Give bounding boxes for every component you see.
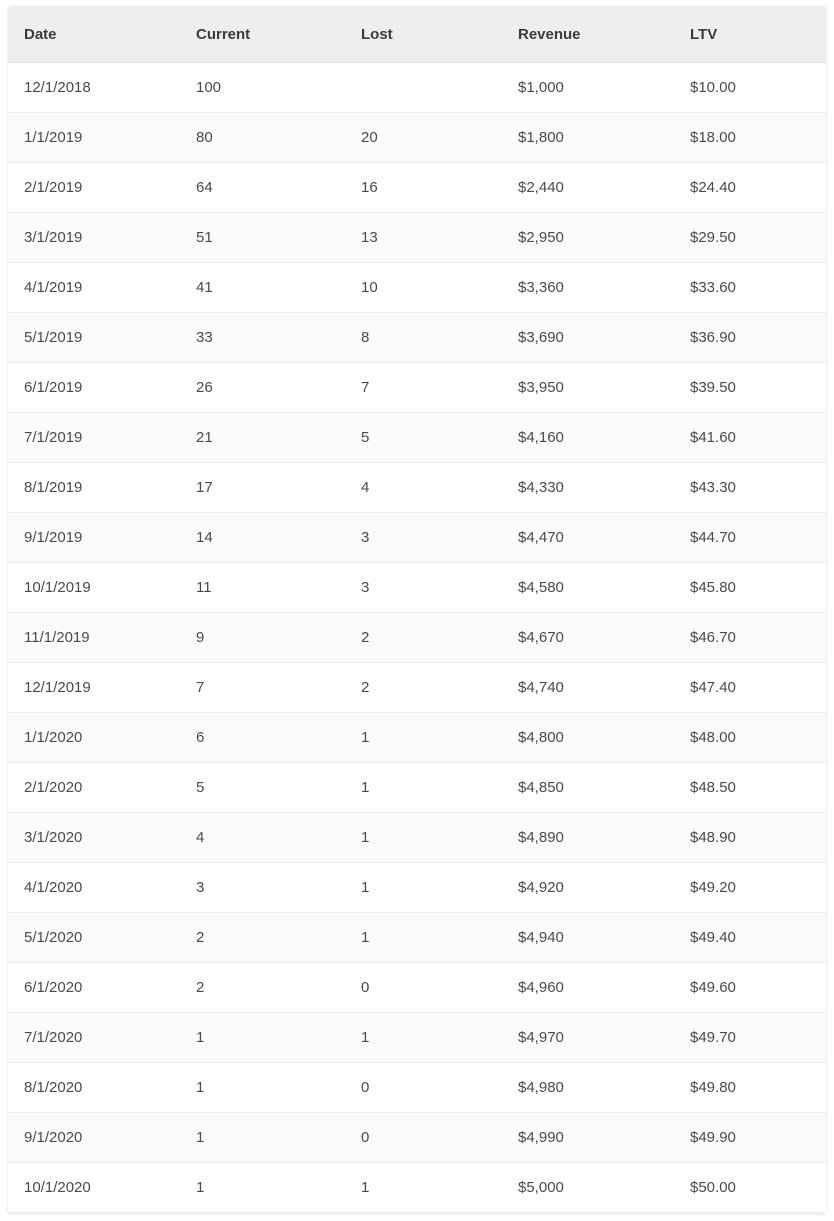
cell-ltv: $46.70	[674, 613, 826, 663]
cell-date: 9/1/2019	[8, 513, 180, 563]
cell-lost: 8	[345, 313, 502, 363]
ltv-cohort-table	[8, 6, 826, 1213]
cell-lost: 3	[345, 513, 502, 563]
cell-lost: 10	[345, 263, 502, 313]
cell-ltv: $49.20	[674, 863, 826, 913]
cell-revenue: $4,580	[502, 563, 674, 613]
cell-date: 12/1/2018	[8, 63, 180, 113]
cell-current: 1	[180, 1113, 345, 1163]
table-header-row	[8, 6, 826, 63]
cell-date: 3/1/2019	[8, 213, 180, 263]
cell-ltv: $45.80	[674, 563, 826, 613]
table-body	[8, 63, 826, 1213]
cell-lost: 13	[345, 213, 502, 263]
cell-current: 7	[180, 663, 345, 713]
cell-current: 11	[180, 563, 345, 613]
table-row	[8, 413, 826, 463]
cell-lost: 1	[345, 913, 502, 963]
cell-current: 2	[180, 963, 345, 1013]
cell-revenue: $4,970	[502, 1013, 674, 1063]
cell-ltv: $49.40	[674, 913, 826, 963]
cell-current: 100	[180, 63, 345, 113]
column-header-lost[interactable]: Lost	[345, 6, 502, 63]
cell-date: 2/1/2020	[8, 763, 180, 813]
cell-revenue: $4,940	[502, 913, 674, 963]
table-row	[8, 1063, 826, 1113]
cell-ltv: $33.60	[674, 263, 826, 313]
cell-current: 1	[180, 1063, 345, 1113]
cell-date: 7/1/2019	[8, 413, 180, 463]
cell-date: 10/1/2019	[8, 563, 180, 613]
cell-ltv: $10.00	[674, 63, 826, 113]
cell-revenue: $4,470	[502, 513, 674, 563]
cell-lost: 0	[345, 1113, 502, 1163]
table-row	[8, 1163, 826, 1213]
cell-date: 11/1/2019	[8, 613, 180, 663]
table-row	[8, 1113, 826, 1163]
cell-revenue: $4,740	[502, 663, 674, 713]
cell-ltv: $44.70	[674, 513, 826, 563]
cell-lost: 5	[345, 413, 502, 463]
cell-ltv: $24.40	[674, 163, 826, 213]
cell-lost: 7	[345, 363, 502, 413]
cell-current: 41	[180, 263, 345, 313]
cell-revenue: $4,670	[502, 613, 674, 663]
cell-lost: 0	[345, 963, 502, 1013]
cell-revenue: $4,330	[502, 463, 674, 513]
cell-ltv: $48.90	[674, 813, 826, 863]
cell-revenue: $4,920	[502, 863, 674, 913]
cell-revenue: $4,980	[502, 1063, 674, 1113]
table-row	[8, 863, 826, 913]
cell-date: 5/1/2020	[8, 913, 180, 963]
table-row	[8, 163, 826, 213]
cell-revenue: $1,800	[502, 113, 674, 163]
cell-date: 8/1/2019	[8, 463, 180, 513]
cell-lost: 2	[345, 663, 502, 713]
cell-current: 1	[180, 1163, 345, 1213]
cell-date: 4/1/2020	[8, 863, 180, 913]
table-row	[8, 513, 826, 563]
table-row	[8, 213, 826, 263]
table-row	[8, 713, 826, 763]
cell-ltv: $36.90	[674, 313, 826, 363]
cell-lost: 20	[345, 113, 502, 163]
cell-revenue: $2,950	[502, 213, 674, 263]
cell-lost: 1	[345, 713, 502, 763]
cell-date: 9/1/2020	[8, 1113, 180, 1163]
cell-current: 17	[180, 463, 345, 513]
cell-ltv: $49.60	[674, 963, 826, 1013]
cell-date: 1/1/2019	[8, 113, 180, 163]
cell-date: 2/1/2019	[8, 163, 180, 213]
cell-lost: 1	[345, 813, 502, 863]
cell-current: 64	[180, 163, 345, 213]
cell-ltv: $48.50	[674, 763, 826, 813]
table-row	[8, 113, 826, 163]
cell-current: 6	[180, 713, 345, 763]
cell-date: 4/1/2019	[8, 263, 180, 313]
cell-revenue: $1,000	[502, 63, 674, 113]
cell-ltv: $18.00	[674, 113, 826, 163]
column-header-revenue[interactable]: Revenue	[502, 6, 674, 63]
cell-revenue: $4,850	[502, 763, 674, 813]
cell-lost: 1	[345, 763, 502, 813]
cell-current: 4	[180, 813, 345, 863]
cell-ltv: $43.30	[674, 463, 826, 513]
cell-current: 14	[180, 513, 345, 563]
cell-date: 7/1/2020	[8, 1013, 180, 1063]
table-row	[8, 613, 826, 663]
table-row	[8, 363, 826, 413]
cell-lost: 4	[345, 463, 502, 513]
cell-current: 33	[180, 313, 345, 363]
table-header	[8, 6, 826, 63]
cell-current: 2	[180, 913, 345, 963]
cell-lost: 3	[345, 563, 502, 613]
cell-current: 5	[180, 763, 345, 813]
cell-current: 21	[180, 413, 345, 463]
cell-lost: 1	[345, 1013, 502, 1063]
cell-ltv: $29.50	[674, 213, 826, 263]
cell-lost: 2	[345, 613, 502, 663]
cell-lost	[345, 63, 502, 113]
table-row	[8, 63, 826, 113]
cell-current: 9	[180, 613, 345, 663]
table-row	[8, 563, 826, 613]
cell-current: 51	[180, 213, 345, 263]
cell-date: 12/1/2019	[8, 663, 180, 713]
cell-revenue: $4,160	[502, 413, 674, 463]
cell-revenue: $2,440	[502, 163, 674, 213]
cell-revenue: $3,950	[502, 363, 674, 413]
cell-revenue: $3,690	[502, 313, 674, 363]
table-row	[8, 313, 826, 363]
cell-date: 1/1/2020	[8, 713, 180, 763]
cell-lost: 0	[345, 1063, 502, 1113]
table-row	[8, 763, 826, 813]
cell-revenue: $4,800	[502, 713, 674, 763]
cell-ltv: $49.90	[674, 1113, 826, 1163]
cell-current: 3	[180, 863, 345, 913]
cell-ltv: $50.00	[674, 1163, 826, 1213]
cell-date: 5/1/2019	[8, 313, 180, 363]
cell-date: 6/1/2019	[8, 363, 180, 413]
cell-lost: 1	[345, 863, 502, 913]
cell-current: 80	[180, 113, 345, 163]
table-row	[8, 463, 826, 513]
table-row	[8, 663, 826, 713]
cell-ltv: $39.50	[674, 363, 826, 413]
cell-date: 3/1/2020	[8, 813, 180, 863]
table-row	[8, 913, 826, 963]
cell-ltv: $49.70	[674, 1013, 826, 1063]
cell-date: 6/1/2020	[8, 963, 180, 1013]
cell-ltv: $49.80	[674, 1063, 826, 1113]
table-row	[8, 1013, 826, 1063]
column-header-date[interactable]: Date	[8, 6, 180, 63]
cell-revenue: $3,360	[502, 263, 674, 313]
table-row	[8, 813, 826, 863]
cell-current: 26	[180, 363, 345, 413]
cell-lost: 1	[345, 1163, 502, 1213]
table-row	[8, 263, 826, 313]
cell-date: 10/1/2020	[8, 1163, 180, 1213]
cell-revenue: $4,990	[502, 1113, 674, 1163]
cell-revenue: $4,960	[502, 963, 674, 1013]
table-row	[8, 963, 826, 1013]
cell-current: 1	[180, 1013, 345, 1063]
cell-lost: 16	[345, 163, 502, 213]
cell-ltv: $47.40	[674, 663, 826, 713]
column-header-current[interactable]: Current	[180, 6, 345, 63]
cell-revenue: $5,000	[502, 1163, 674, 1213]
cell-revenue: $4,890	[502, 813, 674, 863]
cell-ltv: $41.60	[674, 413, 826, 463]
cell-ltv: $48.00	[674, 713, 826, 763]
cell-date: 8/1/2020	[8, 1063, 180, 1113]
column-header-ltv[interactable]: LTV	[674, 6, 826, 63]
